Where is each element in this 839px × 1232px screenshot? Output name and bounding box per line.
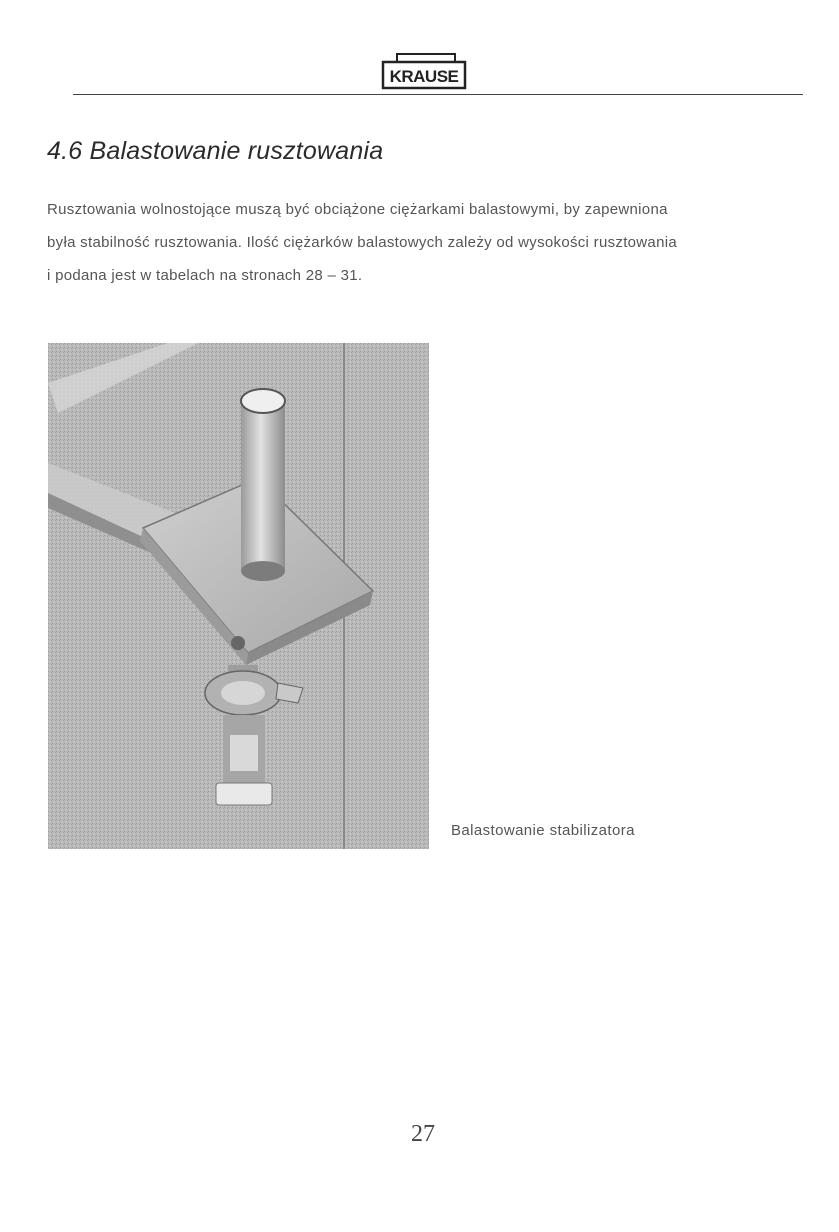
- figure-caption: Balastowanie stabilizatora: [451, 822, 635, 839]
- header-rule: [73, 94, 803, 95]
- paragraph-line: była stabilność rusztowania. Ilość ciężarków balastowych zależy od wysokości rusztowania: [47, 234, 677, 251]
- paragraph-line: Rusztowania wolnostojące muszą być obciążone ciężarkami balastowymi, by zapewniona: [47, 201, 668, 218]
- paragraph-line: i podana jest w tabelach na stronach 28 – 31.: [47, 267, 363, 284]
- krause-logo-icon: [381, 50, 467, 90]
- section-paragraph: [47, 193, 807, 292]
- ballast-stabilizer-photo: [48, 343, 429, 849]
- page-number: 27: [411, 1121, 435, 1147]
- section-heading: 4.6 Balastowanie rusztowania: [47, 137, 384, 165]
- svg-text:KRAUSE: KRAUSE: [389, 67, 459, 86]
